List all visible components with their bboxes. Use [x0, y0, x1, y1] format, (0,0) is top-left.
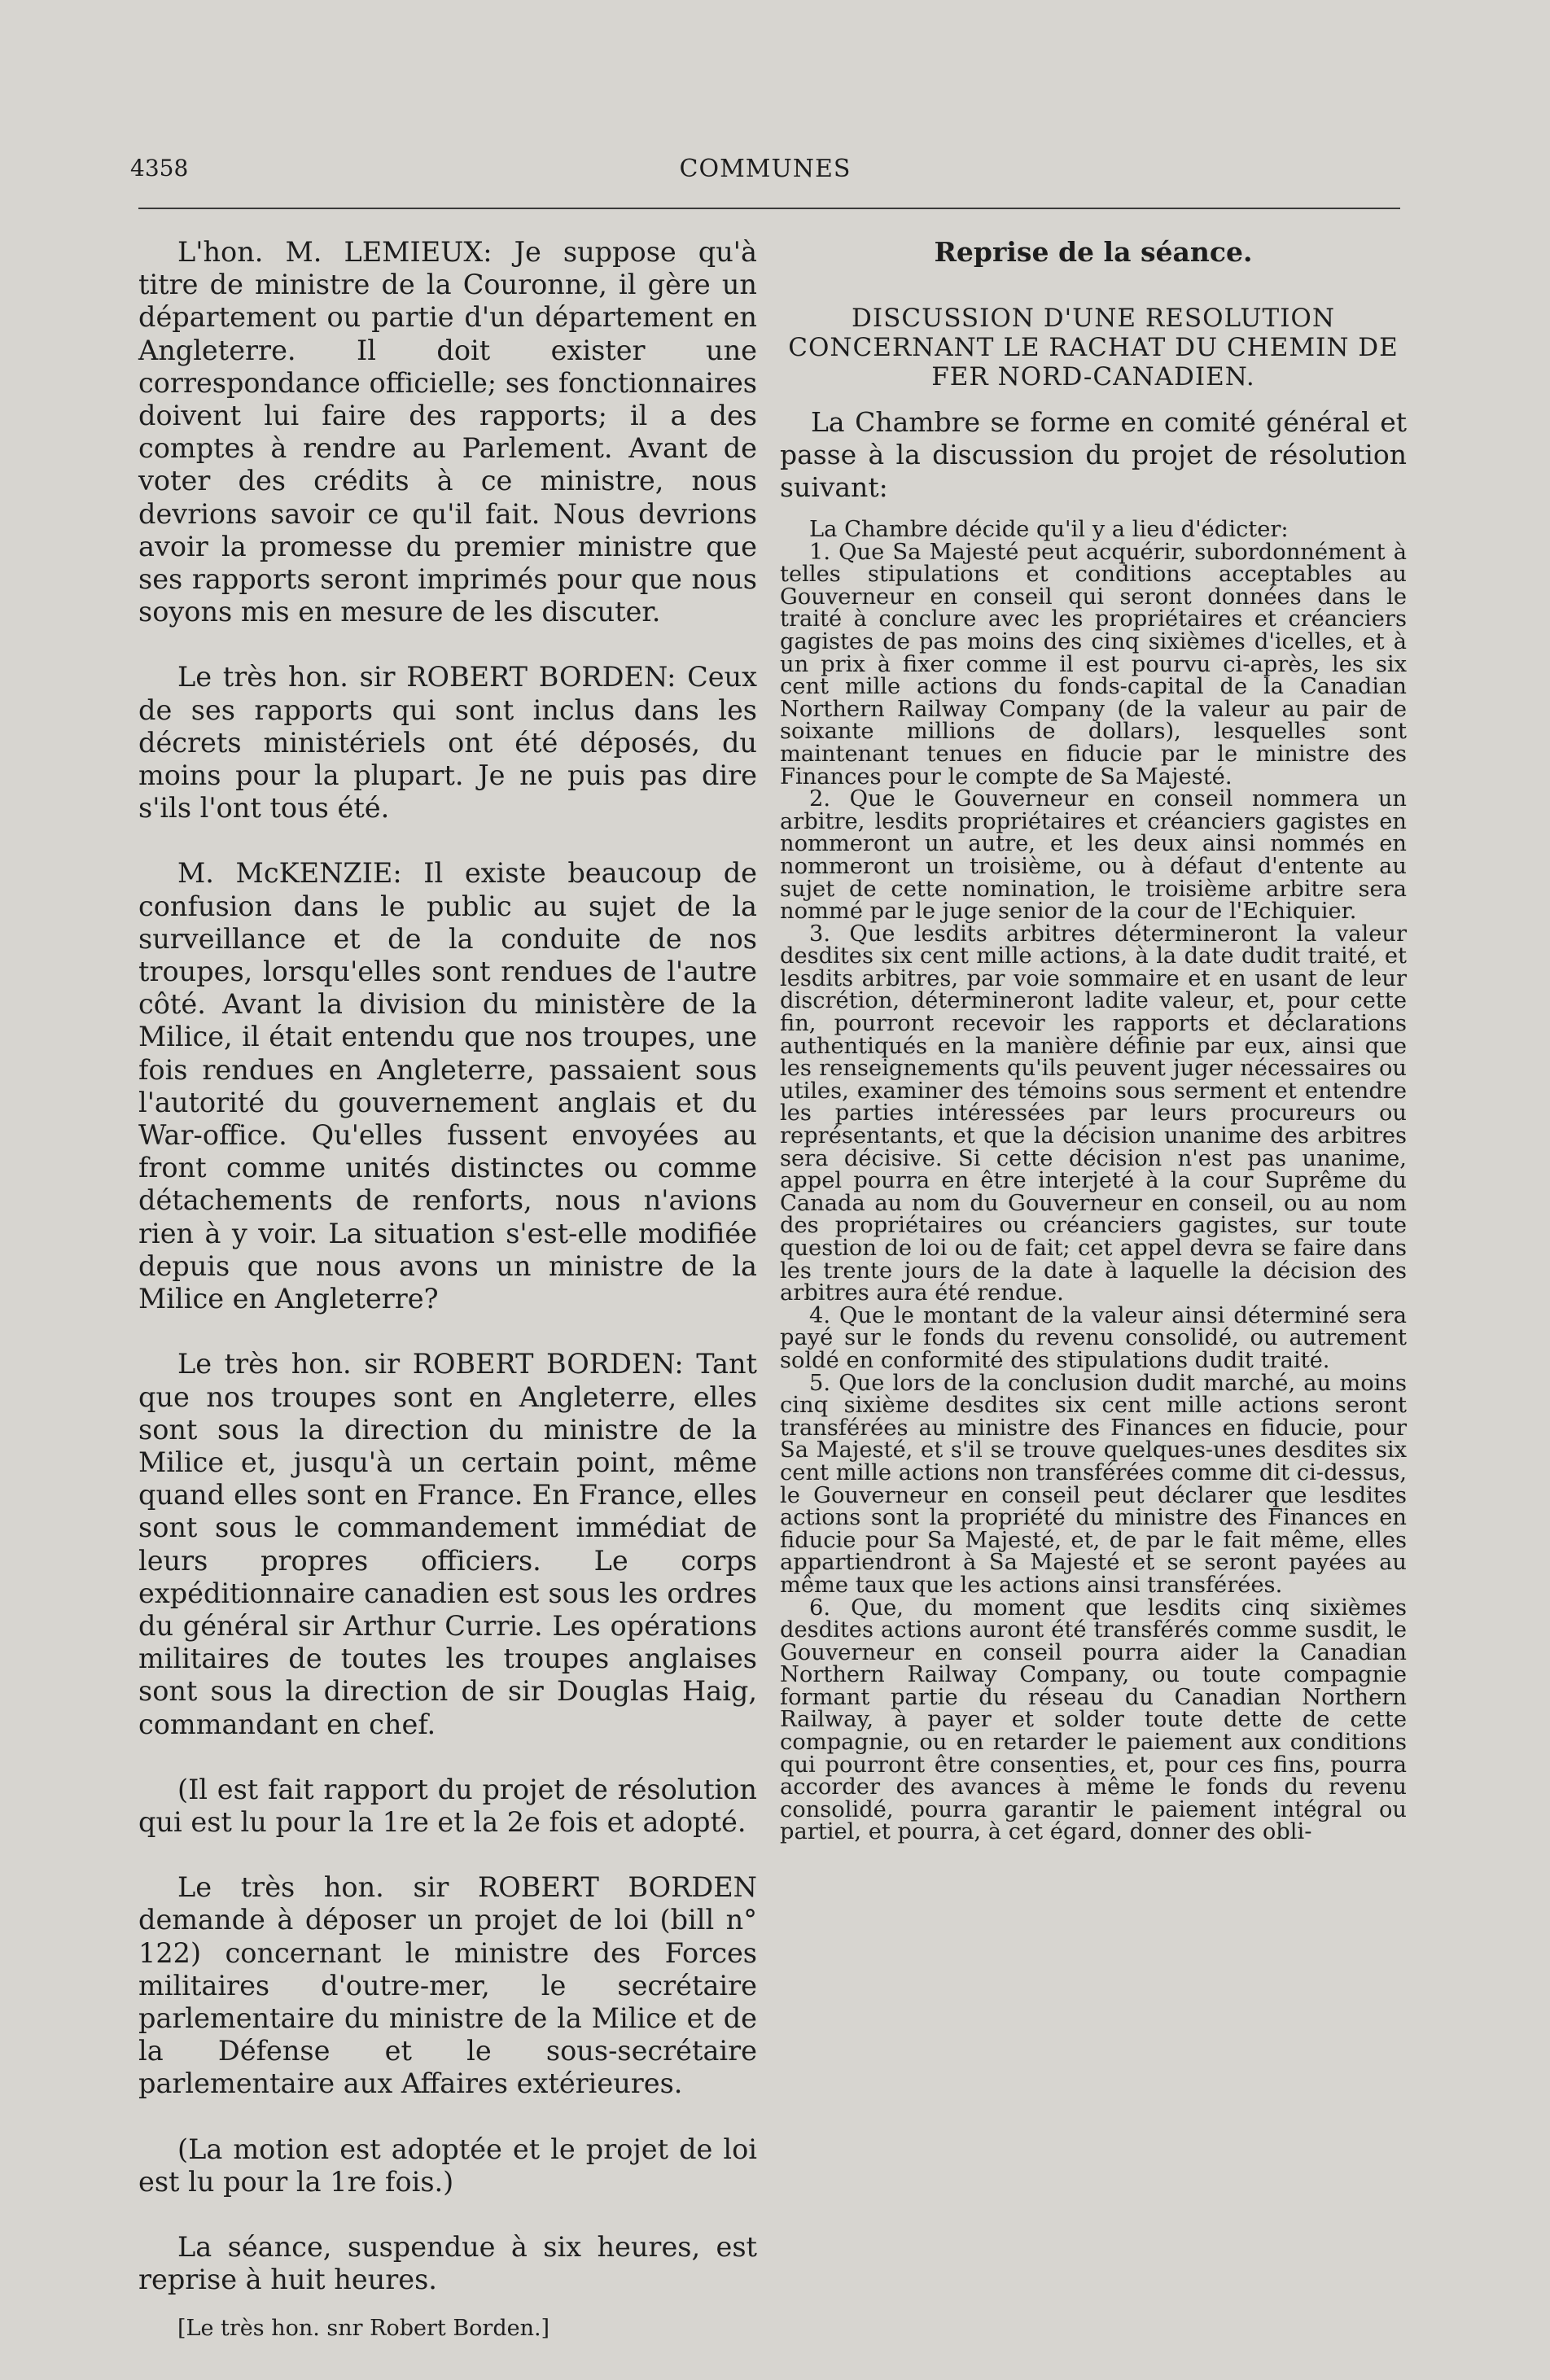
paragraph-report-adopted: (Il est fait rapport du projet de résolution qui est lu pour la 1re et la 2e fois et adopté.: [138, 1773, 757, 1838]
paragraph-mckenzie: M. McKENZIE: Il existe beaucoup de confusion dans le public au sujet de la surveillance et de la conduite de nos troupes, lorsqu'elles sont rendues de l'autre côté. Avant la division du ministère de la Milice, il était entendu que nos troupes, une fois rendues en Angleterre, passaient sous l'autorité du gouvernement anglais et du War-office. Qu'elles fussent envoyées au front comme unités distinctes ou comme détachements de renforts, nous n'avions rien à y voir. La situation s'est-elle modifiée depuis que nous avons un ministre de la Milice en Angleterre?: [138, 857, 757, 1315]
right-column: [780, 236, 1407, 1844]
resolution-clause-2: 2. Que le Gouverneur en conseil nommera un arbitre, lesdits propriétaires et créanciers gagistes en nommeront un autre, et les deux ainsi nommés en nommeront un troisième, ou à défaut d'entente au sujet de cette nomination, le troisième arbitre sera nommé par le juge senior de la cour de l'Echiquier.: [780, 786, 1407, 925]
paragraph-borden-2: Le très hon. sir ROBERT BORDEN: Tant que nos troupes sont en Angleterre, elles sont sous la direction du ministre de la Milice et, jusqu'à un certain point, même quand elles sont en France. En France, elles sont sous le commandement immédiat de leurs propres officiers. Le corps expéditionnaire canadien est sous les ordres du général sir Arthur Currie. Les opérations militaires de toutes les troupes anglaises sont sous la direction de sir Douglas Haig, commandant en chef.: [138, 1348, 757, 1740]
resolution-preamble: La Chambre décide qu'il y a lieu d'édicter:: [809, 517, 1289, 542]
paragraph-lemieux: L'hon. M. LEMIEUX: Je suppose qu'à titre de ministre de la Couronne, il gère un département ou partie d'un département en Angleterre. Il doit exister une correspondance officielle; ses fonctionnaires doivent lui faire des rapports; il a des comptes à rendre au Parlement. Avant de voter des crédits à ce ministre, nous devrions savoir ce qu'il fait. Nous devrions avoir la promesse du premier ministre que ses rapports seront imprimés pour que nous soyons mis en mesure de les discuter.: [138, 236, 757, 628]
paragraph-borden-1: Le très hon. sir ROBERT BORDEN: Ceux de ses rapports qui sont inclus dans les décrets ministériels ont été déposés, du moins pour la plupart. Je ne puis pas dire s'ils l'ont tous été.: [138, 661, 757, 825]
resolution-text: [780, 518, 1407, 1844]
subheading: DISCUSSION D'UNE RESOLUTION CONCERNANT LE RACHAT DU CHEMIN DE FER NORD-CANADIEN.: [788, 304, 1399, 392]
page-number: 4358: [130, 155, 189, 182]
resolution-clause-6: 6. Que, du moment que lesdits cinq sixièmes desdites actions auront été transférés comme susdit, le Gouverneur en conseil pourra aider la Canadian Northern Railway Company, ou toute compagnie formant partie du réseau du Canadian Northern Railway, à payer et solder toute dette de cette compagnie, ou en retarder le paiement aux conditions qui pourront être consenties, et, pour ces fins, pourra accorder des avances à même le fonds du revenu consolidé, pourra garantir le paiement intégral ou partiel, et pourra, à cet égard, donner des obli-: [780, 1595, 1407, 1845]
paragraph-bill-122: Le très hon. sir ROBERT BORDEN demande à déposer un projet de loi (bill n° 122) concernant le ministre des Forces militaires d'outre-mer, le secrétaire parlementaire du ministre de la Milice et de la Défense et le sous-secrétaire parlementaire aux Affaires extérieures.: [138, 1871, 757, 2100]
section-heading: Reprise de la séance.: [934, 236, 1253, 268]
speaker-byline: [Le très hon. snr Robert Borden.]: [177, 2316, 550, 2342]
page-header: [130, 155, 1400, 203]
intro-paragraph: La Chambre se forme en comité général et passe à la discussion du projet de résolution suivant:: [780, 406, 1407, 503]
resolution-clause-4: 4. Que le montant de la valeur ainsi déterminé sera payé sur le fonds du revenu consolidé, ou autrement soldé en conformité des stipulations dudit traité.: [780, 1302, 1407, 1373]
header-rule: [138, 208, 1400, 209]
resolution-clause-5: 5. Que lors de la conclusion dudit marché, au moins cinq sixième desdites six cent mille actions seront transférées au ministre des Finances en fiducie, pour Sa Majesté, et s'il se trouve quelques-unes desdites six cent mille actions non transférées comme dit ci-dessus, le Gouverneur en conseil peut déclarer que lesdites actions sont la propriété du ministre des Finances en fiducie pour Sa Majesté, et, de par le fait même, elles appartiendront à Sa Majesté et se seront payées au même taux que les actions ainsi transférées.: [780, 1370, 1407, 1598]
running-title: COMMUNES: [679, 155, 852, 183]
resolution-clause-3: 3. Que lesdits arbitres détermineront la valeur desdites six cent mille actions, à la date dudit traité, et lesdits arbitres, par voie sommaire et en usant de leur discrétion, détermineront ladite valeur, et, pour cette fin, pourront recevoir les rapports et déclarations authentiqués en la manière définie par eux, ainsi que les renseignements qu'ils peuvent juger nécessaires ou utiles, examiner des témoins sous serment et entendre les parties intéressées par leurs procureurs ou représentants, et que la décision unanime des arbitres sera décisive. Si cette décision n'est pas unanime, appel pourra en être interjeté à la cour Suprême du Canada au nom du Gouverneur en conseil, ou au nom des propriétaires ou créanciers gagistes, sur toute question de loi ou de fait; cet appel devra se faire dans les trente jours de la date à laquelle la décision des arbitres aura été rendue.: [780, 921, 1407, 1306]
paragraph-sitting-suspended: La séance, suspendue à six heures, est reprise à huit heures.: [138, 2230, 757, 2296]
left-column: [138, 236, 757, 2378]
paragraph-motion-adopted: (La motion est adoptée et le projet de loi est lu pour la 1re fois.): [138, 2133, 757, 2198]
resolution-clause-1: 1. Que Sa Majesté peut acquérir, subordonnément à telles stipulations et conditions acceptables au Gouverneur en conseil qui seront données dans le traité à conclure avec les propriétaires et créanciers gagistes de pas moins des cinq sixièmes d'icelles, et à un prix à fixer comme il est pourvu ci-après, les six cent mille actions du fonds-capital de la Canadian Northern Railway Company (de la valeur au pair de soixante millions de dollars), lesquelles sont maintenant tenues en fiducie par le ministre des Finances pour le compte de Sa Majesté.: [780, 539, 1407, 790]
